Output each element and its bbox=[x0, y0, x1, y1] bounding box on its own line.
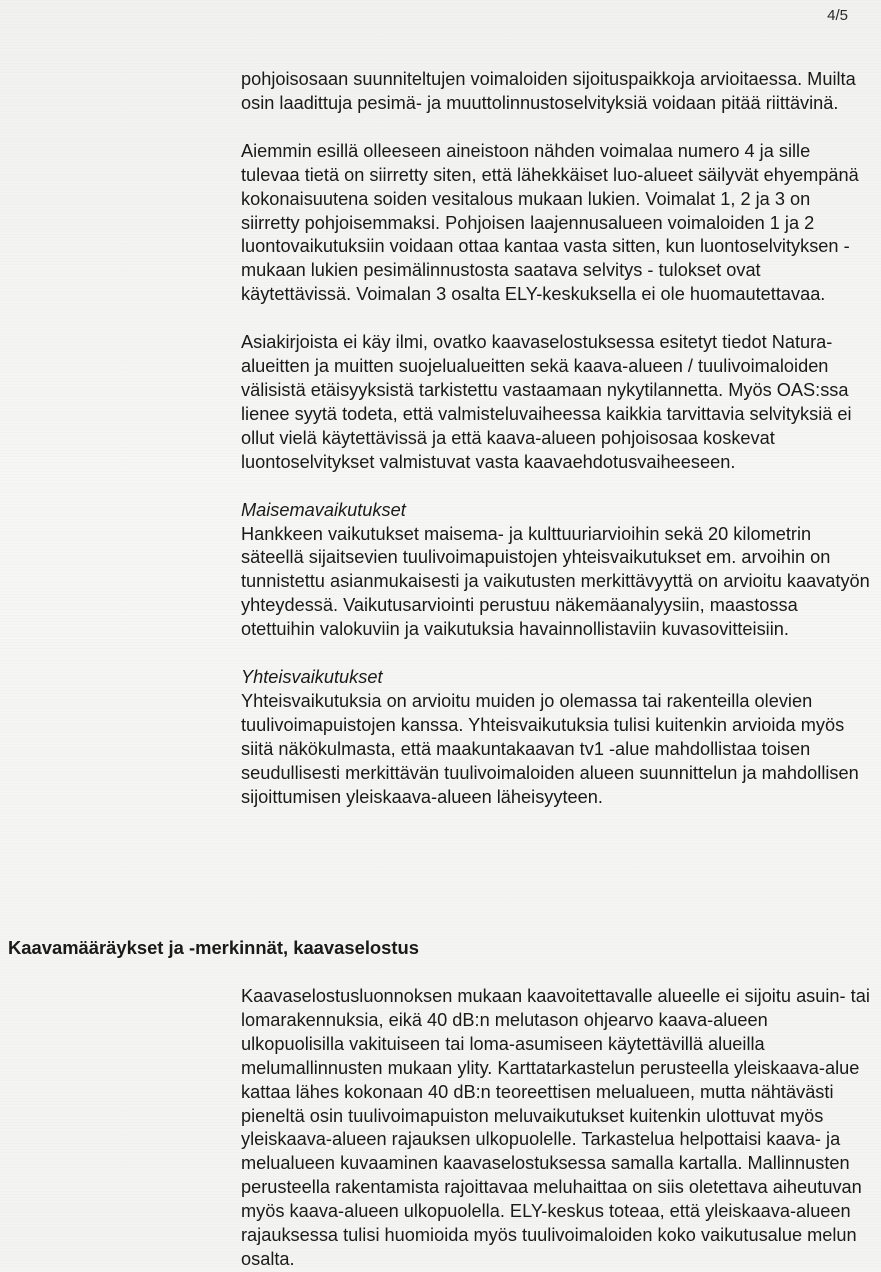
page-number: 4/5 bbox=[827, 7, 848, 24]
subheading-combined-effects: Yhteisvaikutukset bbox=[241, 667, 383, 688]
paragraph: pohjoisosaan suunniteltujen voimaloiden sijoituspaikkoja arvioitaessa. Muilta osin laadittuja pesimä- ja muuttolinnustoselvityksiä voidaan pitää riittävinä. bbox=[241, 69, 856, 113]
paragraph: Aiemmin esillä olleeseen aineistoon nähden voimalaa numero 4 ja sille tulevaa tietä on siirretty siten, että lähekkäiset luo-alueet säilyvät ehyempänä kokonaisuutena soiden vesitalous mukaan lukien. Voimalat 1, 2 ja 3 on siirretty pohjoisemmaksi. Pohjoisen laajennusalueen voimaloiden 1 ja 2 luontovaikutuksiin voidaan ottaa kantaa vasta sitten, kun luontoselvityksen - mukaan lukien pesimälinnustosta saatava selvitys - tulokset ovat käytettävissä. Voimalan 3 osalta ELY-keskuksella ei ole huomautettavaa. bbox=[241, 140, 859, 305]
subheading-landscape: Maisemavaikutukset bbox=[241, 499, 406, 520]
paragraph: Yhteisvaikutuksia on arvioitu muiden jo olemassa tai rakenteilla olevien tuulivoimapuistojen kanssa. Yhteisvaikutuksia tulisi kuitenkin arvioida myös siitä näkökulmasta, että maakuntakaavan tv1 -alue mahdollistaa toisen seudullisesti merkittävän tuulivoimaloiden alueen suunnittelun ja mahdollisen sijoittumisen yleiskaava-alueen läheisyyteen. bbox=[241, 690, 859, 807]
section-heading: Kaavamääräykset ja -merkinnät, kaavaselostus bbox=[8, 937, 419, 958]
main-text-column bbox=[241, 68, 871, 809]
section-text-column bbox=[241, 985, 871, 1272]
paragraph: Asiakirjoista ei käy ilmi, ovatko kaavaselostuksessa esitetyt tiedot Natura-alueitten ja muitten suojelualueitten sekä kaava-alueen / tuulivoimaloiden välisistä etäisyyksistä tarkistettu vastaamaan nykytilannetta. Myös OAS:ssa lienee syytä todeta, että valmisteluvaiheessa kaikkia tarvittavia selvityksiä ei ollut vielä käytettävissä ja että kaava-alueen pohjoisosaa koskevat luontoselvitykset valmistuvat vasta kaavaehdotusvaiheeseen. bbox=[241, 332, 852, 472]
paragraph: Kaavaselostusluonnoksen mukaan kaavoitettavalle alueelle ei sijoitu asuin- tai lomarakennuksia, eikä 40 dB:n melutason ohjearvo kaava-alueen ulkopuolisilla vakituiseen tai loma-asumiseen käytettävillä alueilla melumallinnusten mukaan ylity. Karttatarkastelun perusteella yleiskaava-alue kattaa lähes kokonaan 40 dB:n teoreettisen melualueen, mutta nähtävästi pieneltä osin tuulivoimapuiston meluvaikutukset kuitenkin ulottuvat myös yleiskaava-alueen rajauksen ulkopuolelle. Tarkastelua helpottaisi kaava- ja melualueen kuvaaminen kaavaselostuksessa samalla kartalla. Mallinnusten perusteella rakentamista rajoittavaa meluhaittaa on siis oletettava aiheutuvan myös kaava-alueen ulkopuolella. ELY-keskus toteaa, että yleiskaava-alueen rajauksessa tulisi huomioida myös tuulivoimaloiden koko vaikutusalue melun osalta. bbox=[241, 986, 870, 1269]
paragraph: Hankkeen vaikutukset maisema- ja kulttuuriarvioihin sekä 20 kilometrin säteellä sijaitsevien tuulivoimapuistojen yhteisvaikutukset em. arvoihin on tunnistettu asianmukaisesti ja vaikutusten merkittävyyttä on arvioitu kaavatyön yhteydessä. Vaikutusarviointi perustuu näkemäanalyysiin, maastossa otettuihin valokuviin ja vaikutuksia havainnollistaviin kuvasovitteisiin. bbox=[241, 523, 870, 640]
